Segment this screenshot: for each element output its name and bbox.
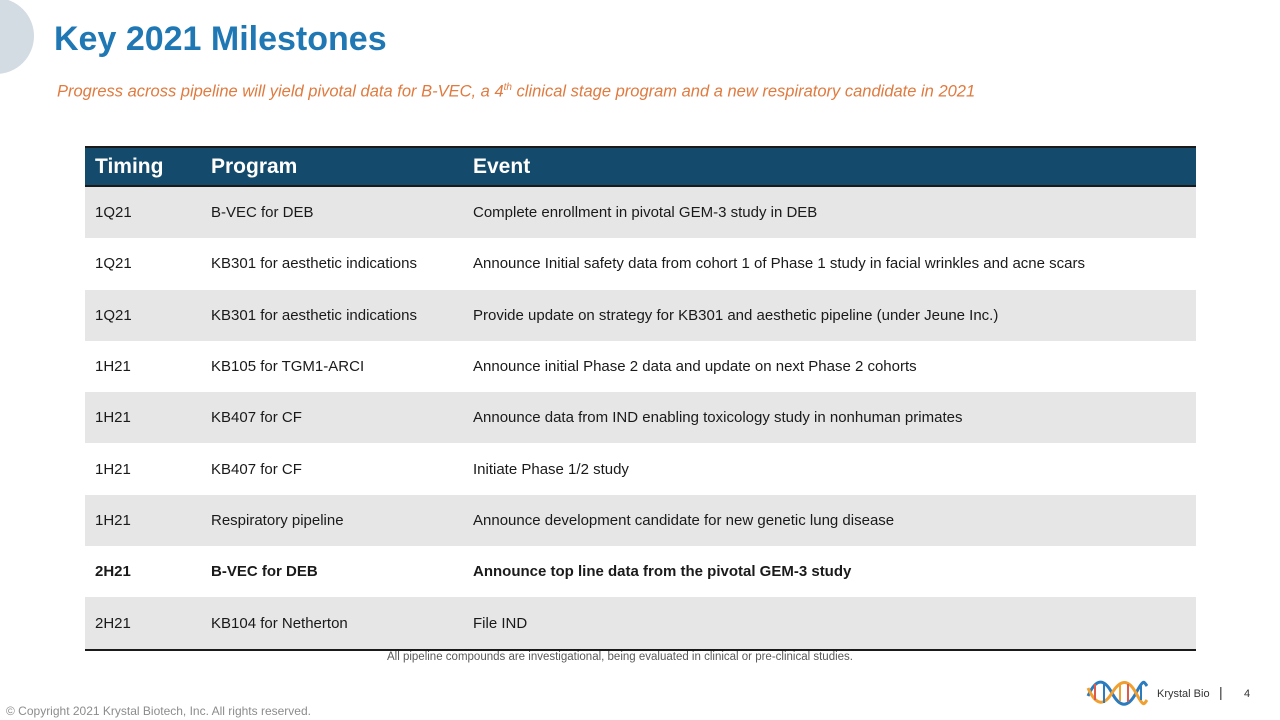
table-header-row: [85, 148, 1196, 186]
timing-cell: 1Q21: [95, 306, 132, 324]
event-cell: Provide update on strategy for KB301 and aesthetic pipeline (under Jeune Inc.): [473, 306, 999, 324]
dna-helix-logo-icon: [1086, 676, 1148, 710]
timing-cell: 2H21: [85, 597, 201, 649]
table-row: [85, 597, 1196, 649]
corner-decoration: [0, 0, 34, 74]
event-cell: Complete enrollment in pivotal GEM-3 study in DEB: [473, 204, 818, 222]
table-row: [85, 495, 1196, 546]
brand-name: Krystal Bio: [1157, 688, 1210, 700]
event-cell: Announce development candidate for new genetic lung disease: [473, 511, 895, 529]
subtitle-text-start: Progress across pipeline will yield pivotal data for B-VEC, a 4: [57, 82, 504, 101]
milestones-table: [85, 148, 1196, 651]
event-cell: Announce top line data from the pivotal GEM-3 study: [473, 563, 852, 581]
table-row: [85, 443, 1196, 494]
page-subtitle: [57, 82, 975, 102]
timing-cell: 1H21: [95, 358, 131, 376]
event-cell: Announce initial Phase 2 data and update on next Phase 2 cohorts: [473, 358, 917, 376]
milestones-table-container: [85, 146, 1196, 651]
event-cell: Initiate Phase 1/2 study: [473, 460, 629, 478]
footnote: All pipeline compounds are investigational, being evaluated in clinical or pre-clinical studies.: [386, 651, 853, 663]
table-row: [85, 238, 1196, 289]
page-title: Key 2021 Milestones: [54, 20, 387, 58]
page-number: 4: [1244, 688, 1251, 700]
table-row: [85, 341, 1196, 392]
table-row: [85, 392, 1196, 443]
event-cell: File IND: [463, 597, 1196, 649]
table-row-highlighted: [85, 546, 1196, 597]
event-cell: Announce Initial safety data from cohort 1 of Phase 1 study in facial wrinkles and acne scars: [473, 255, 1085, 273]
subtitle-text-end: clinical stage program and a new respiratory candidate in 2021: [511, 82, 976, 101]
column-header-event: Event: [463, 148, 1196, 186]
timing-cell: 1H21: [95, 460, 131, 478]
copyright-text: © Copyright 2021 Krystal Biotech, Inc. All rights reserved.: [6, 704, 311, 718]
program-cell: KB104 for Netherton: [201, 597, 463, 649]
timing-cell: 1Q21: [95, 204, 132, 222]
timing-cell: 2H21: [95, 563, 131, 581]
program-cell: KB301 for aesthetic indications: [211, 306, 417, 324]
program-cell: B-VEC for DEB: [211, 563, 318, 581]
column-header-program: Program: [201, 148, 463, 186]
timing-cell: 1H21: [95, 511, 131, 529]
timing-cell: 1H21: [95, 409, 131, 427]
table-row: [85, 186, 1196, 238]
program-cell: B-VEC for DEB: [211, 204, 314, 222]
event-cell: Announce data from IND enabling toxicology study in nonhuman primates: [473, 409, 963, 427]
footer-separator: |: [1219, 684, 1223, 700]
program-cell: KB301 for aesthetic indications: [211, 255, 417, 273]
program-cell: KB407 for CF: [211, 460, 302, 478]
program-cell: KB407 for CF: [211, 409, 302, 427]
column-header-timing: Timing: [85, 148, 201, 186]
table-row: [85, 290, 1196, 341]
timing-cell: 1Q21: [95, 255, 132, 273]
program-cell: KB105 for TGM1-ARCI: [211, 358, 365, 376]
subtitle-superscript: th: [503, 82, 512, 93]
program-cell: Respiratory pipeline: [211, 511, 344, 529]
